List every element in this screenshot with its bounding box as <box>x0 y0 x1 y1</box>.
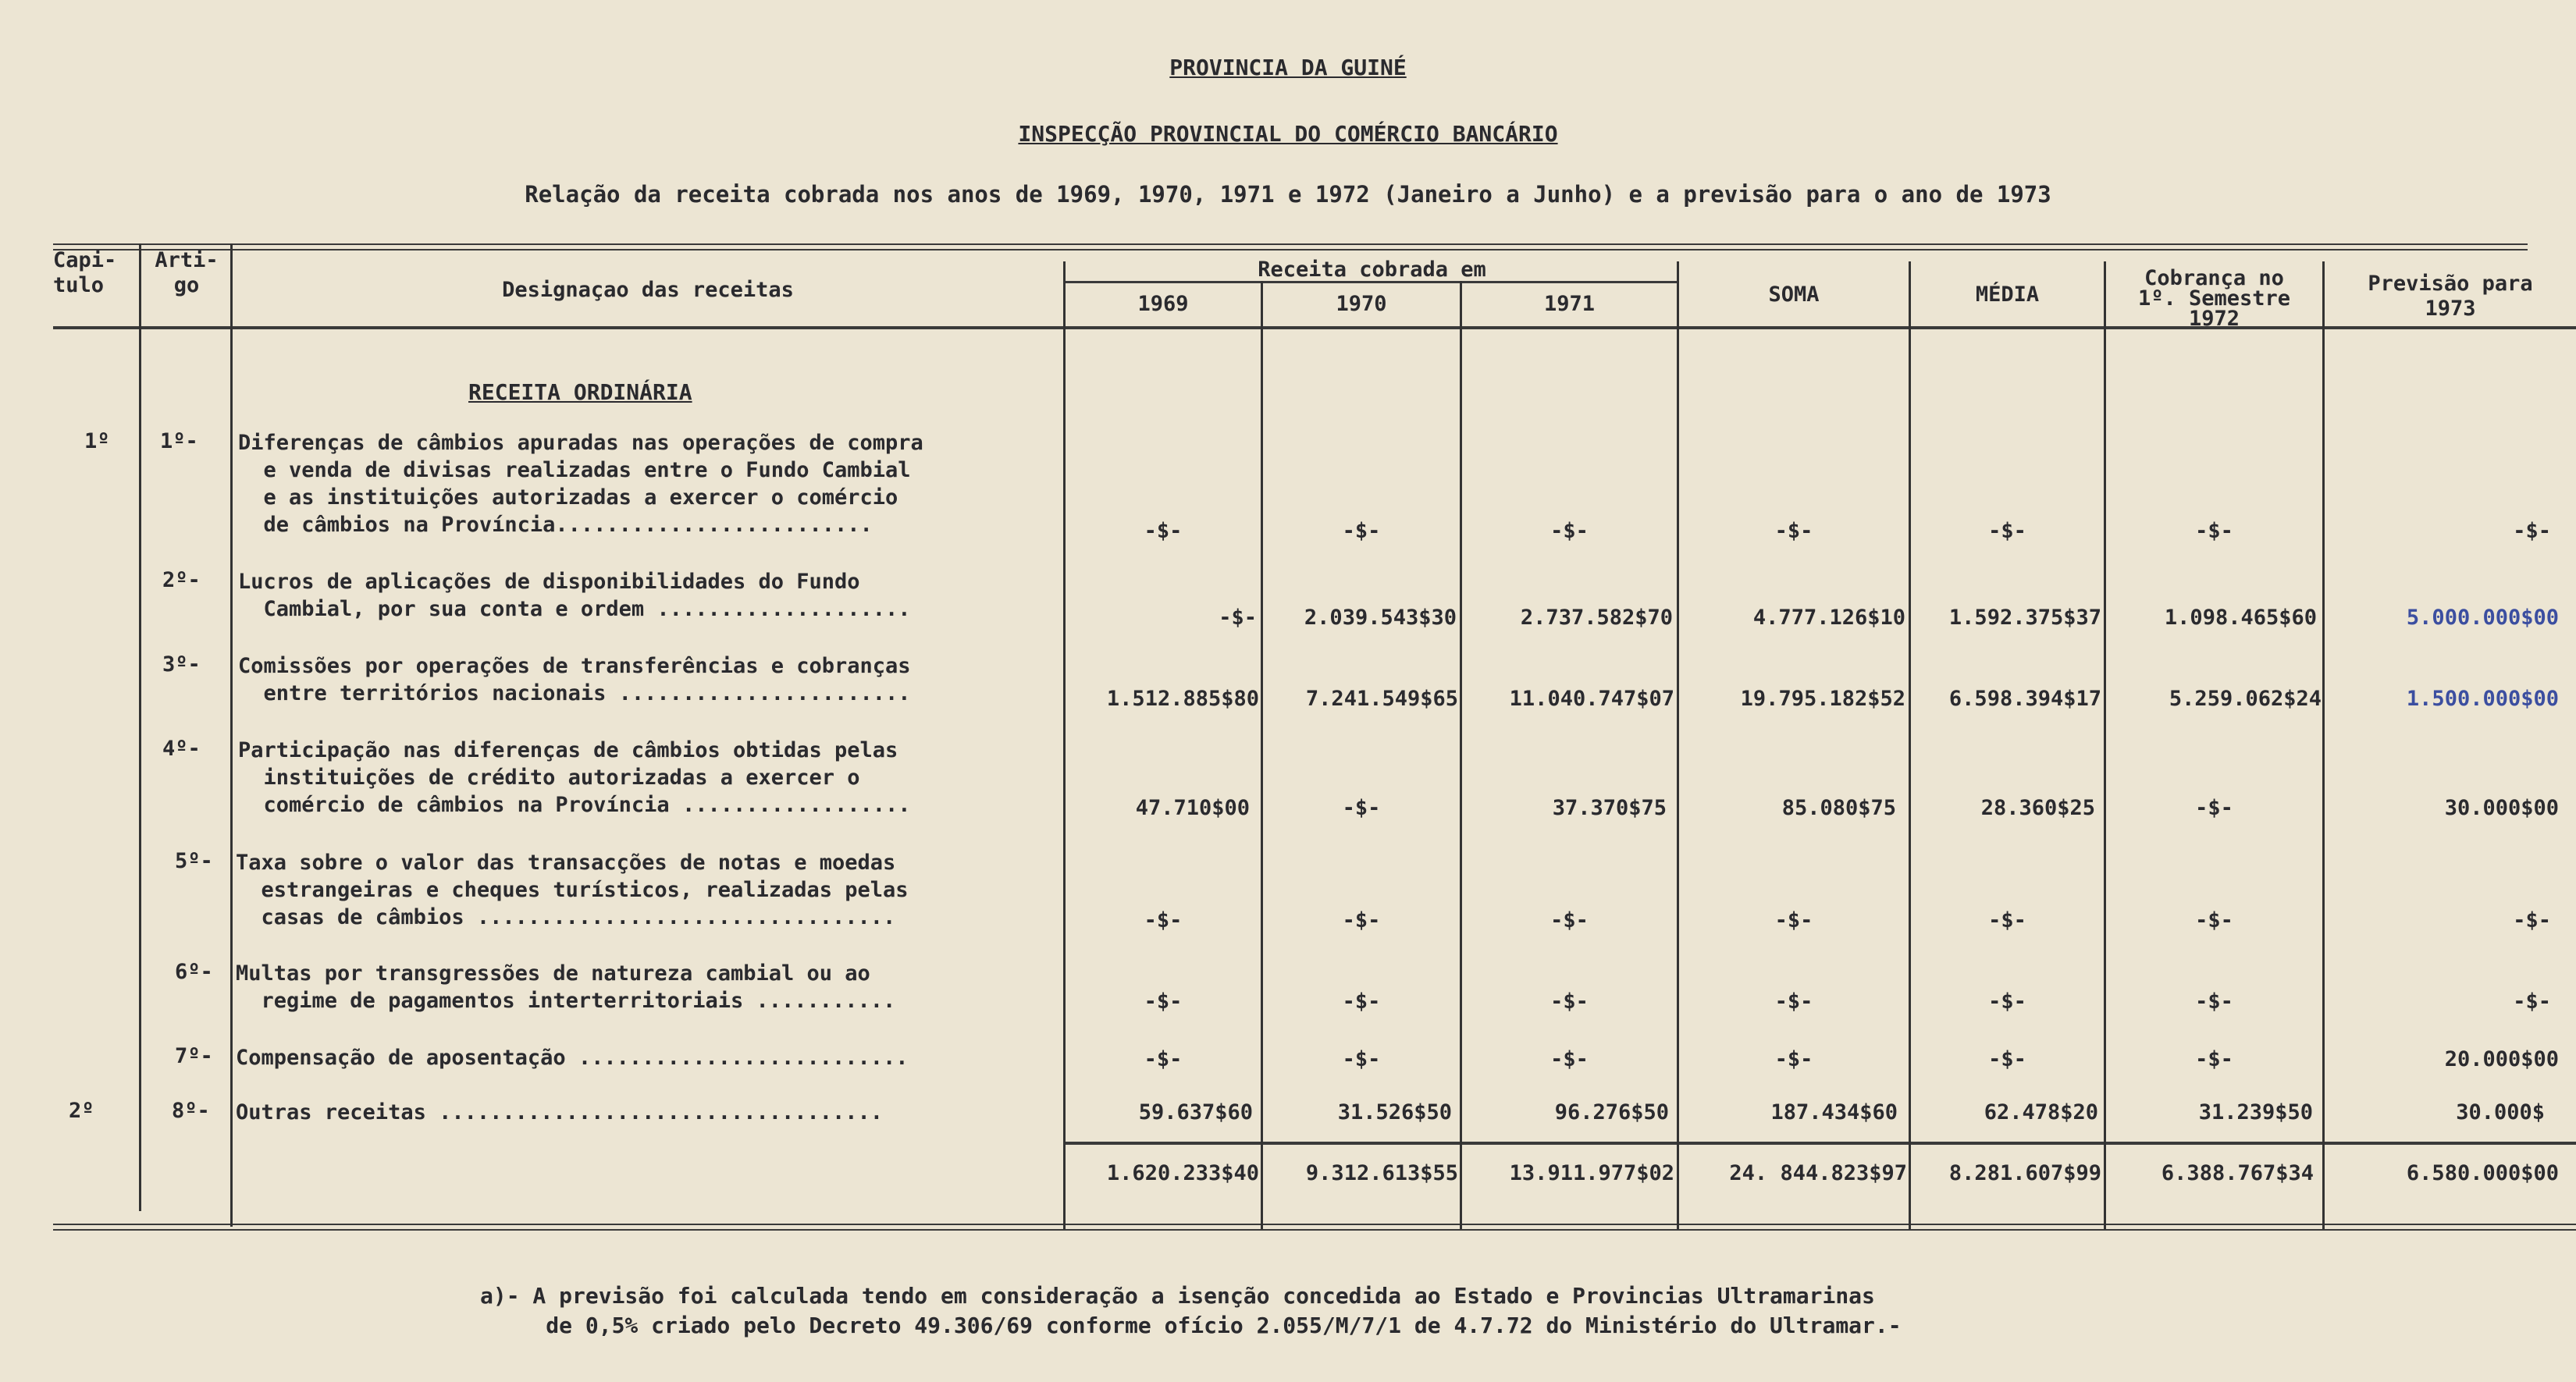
cell-media: -$- <box>1988 989 2026 1014</box>
row-artigo: 2º- <box>162 568 201 592</box>
cell-cobranca: -$- <box>2195 1047 2233 1071</box>
row-description: Lucros de aplicações de disponibilidades do Fundo Cambial, por sua conta e ordem .................... <box>238 570 911 621</box>
cell-cobranca: 31.239$50 <box>2198 1100 2313 1124</box>
col-divider <box>2104 261 2106 1229</box>
cell-1969: -$- <box>1144 519 1183 543</box>
cell-1969: -$- <box>1144 1047 1183 1071</box>
row-description: Multas por transgressões de natureza cambial ou ao regime de pagamentos interterritoriais ........... <box>236 961 896 1013</box>
total-previsao: 6.580.000$00 <box>2406 1161 2559 1185</box>
cell-soma: 4.777.126$10 <box>1752 606 1905 630</box>
cell-1970: 31.526$50 <box>1337 1100 1452 1124</box>
cell-previsao: -$- <box>2513 908 2551 933</box>
cell-1971: 2.737.582$70 <box>1520 606 1673 630</box>
cell-1970: -$- <box>1342 908 1381 933</box>
row-artigo: 4º- <box>162 737 201 761</box>
province-heading: PROVINCIA DA GUINÉ <box>1169 55 1407 80</box>
office-heading: INSPECÇÃO PROVINCIAL DO COMÉRCIO BANCÁRIO <box>1018 121 1558 147</box>
cell-1970: 2.039.543$30 <box>1304 606 1457 630</box>
cell-previsao: 5.000.000$00 <box>2406 606 2559 630</box>
cell-media: 6.598.394$17 <box>1948 687 2101 711</box>
total-1971: 13.911.977$02 <box>1509 1161 1674 1185</box>
col-divider <box>139 243 141 1211</box>
header-1970: 1970 <box>1336 292 1387 316</box>
cell-1971: 37.370$75 <box>1552 796 1667 820</box>
header-media: MÉDIA <box>1975 282 2040 307</box>
row-description: Comissões por operações de transferências e cobranças entre territórios nacionais ....................... <box>238 654 911 705</box>
cell-cobranca: 1.098.465$60 <box>2164 606 2317 630</box>
cell-soma: -$- <box>1774 989 1813 1014</box>
cell-media: -$- <box>1988 519 2026 543</box>
cell-1971: -$- <box>1550 908 1589 933</box>
cell-1969: 47.710$00 <box>1135 796 1250 820</box>
cell-soma: -$- <box>1774 519 1813 543</box>
row-artigo: 5º- <box>175 849 213 873</box>
row-capitulo: 1º <box>84 429 110 453</box>
header-artigo: Arti- go <box>155 248 219 297</box>
cell-1969: -$- <box>1144 989 1183 1014</box>
row-artigo: 1º- <box>160 429 198 453</box>
total-media: 8.281.607$99 <box>1948 1161 2101 1185</box>
total-1969: 1.620.233$40 <box>1106 1161 1259 1185</box>
cell-cobranca: -$- <box>2195 796 2233 820</box>
cell-cobranca: -$- <box>2195 989 2233 1014</box>
table-top-rule <box>53 243 2528 250</box>
col-divider <box>1909 261 1911 1229</box>
cell-soma: -$- <box>1774 1047 1813 1071</box>
col-divider <box>2322 261 2325 1229</box>
header-capitulo: Capi- tulo <box>53 248 117 297</box>
header-designacao: Designaçao das receitas <box>502 278 794 302</box>
cell-previsao: 20.000$00 <box>2444 1047 2559 1071</box>
cell-previsao: -$- <box>2513 519 2551 543</box>
cell-1970: -$- <box>1342 989 1381 1014</box>
row-artigo: 8º- <box>172 1099 210 1123</box>
cell-media: -$- <box>1988 1047 2026 1071</box>
cell-1970: -$- <box>1342 1047 1381 1071</box>
cell-1969: 1.512.885$80 <box>1106 687 1259 711</box>
total-cobranca: 6.388.767$34 <box>2161 1161 2314 1185</box>
header-receita-cobrada: Receita cobrada em <box>1258 258 1486 282</box>
col-divider <box>230 243 233 1227</box>
cell-1970: 7.241.549$65 <box>1305 687 1458 711</box>
cell-media: 62.478$20 <box>1984 1100 2098 1124</box>
totals-top-rule <box>1066 1142 2576 1145</box>
cell-soma: -$- <box>1774 908 1813 933</box>
header-1969: 1969 <box>1137 292 1189 316</box>
row-description: Diferenças de câmbios apuradas nas operações de compra e venda de divisas realizadas entre o Fundo Cambial e as instituições autorizadas a exercer o comércio de câmbios na Província......................... <box>238 431 923 537</box>
cell-media: -$- <box>1988 908 2026 933</box>
cell-1971: 11.040.747$07 <box>1509 687 1674 711</box>
cell-previsao: 30.000$00 <box>2444 796 2559 820</box>
cell-1971: -$- <box>1550 1047 1589 1071</box>
cell-cobranca: -$- <box>2195 908 2233 933</box>
col-divider <box>1261 281 1263 1229</box>
header-cobranca: Cobrança no 1º. Semestre 1972 <box>2137 266 2291 331</box>
cell-1969: -$- <box>1144 908 1183 933</box>
cell-previsao: 1.500.000$00 <box>2406 687 2559 711</box>
cell-1971: -$- <box>1550 989 1589 1014</box>
row-description: Participação nas diferenças de câmbios obtidas pelas instituições de crédito autorizadas a exercer o comércio de câmbios na Província .................. <box>238 738 911 817</box>
row-description: Compensação de aposentação .......................... <box>236 1046 909 1070</box>
document-subtitle: Relação da receita cobrada nos anos de 1969, 1970, 1971 e 1972 (Janeiro a Junho) e a previsão para o ano de 1973 <box>525 181 2051 208</box>
header-previsao: Previsão para 1973 <box>2368 272 2533 321</box>
row-artigo: 3º- <box>162 652 201 677</box>
header-soma: SOMA <box>1768 282 1820 307</box>
total-soma: 24. 844.823$97 <box>1729 1161 1907 1185</box>
header-1971: 1971 <box>1543 292 1596 316</box>
table-bottom-rule <box>53 1224 2576 1231</box>
cell-cobranca: -$- <box>2195 519 2233 543</box>
cell-1969: 59.637$60 <box>1138 1100 1253 1124</box>
cell-media: 1.592.375$37 <box>1948 606 2101 630</box>
col-divider <box>1677 261 1679 1229</box>
footnote: a)- A previsão foi calculada tendo em consideração a isenção concedida ao Estado e Provincias Ultramarinas de 0,5% criado pelo Decreto 49.306/69 conforme ofício 2.055/M/7/1 de 4.7.72 do Ministério do Ultramar.- <box>480 1283 1902 1338</box>
row-description: Outras receitas ................................... <box>236 1100 884 1124</box>
row-capitulo: 2º <box>69 1099 94 1123</box>
cell-1970: -$- <box>1342 519 1381 543</box>
cell-1970: -$- <box>1342 796 1381 820</box>
cell-previsao: -$- <box>2513 989 2551 1014</box>
total-1970: 9.312.613$55 <box>1305 1161 1458 1185</box>
cell-1971: -$- <box>1550 519 1589 543</box>
cell-1971: 96.276$50 <box>1554 1100 1669 1124</box>
cell-1969: -$- <box>1219 606 1257 630</box>
section-title: RECEITA ORDINÁRIA <box>468 379 692 405</box>
cell-cobranca: 5.259.062$24 <box>2169 687 2322 711</box>
cell-soma: 19.795.182$52 <box>1740 687 1905 711</box>
row-artigo: 6º- <box>175 960 213 984</box>
cell-media: 28.360$25 <box>1980 796 2095 820</box>
row-artigo: 7º- <box>175 1044 213 1068</box>
cell-previsao: 30.000$ <box>2456 1100 2545 1124</box>
cell-soma: 187.434$60 <box>1770 1100 1898 1124</box>
cell-soma: 85.080$75 <box>1781 796 1896 820</box>
row-description: Taxa sobre o valor das transacções de notas e moedas estrangeiras e cheques turísticos, realizadas pelas casas de câmbios ................................. <box>236 851 909 929</box>
col-divider <box>1063 261 1066 1229</box>
col-divider <box>1460 281 1462 1229</box>
